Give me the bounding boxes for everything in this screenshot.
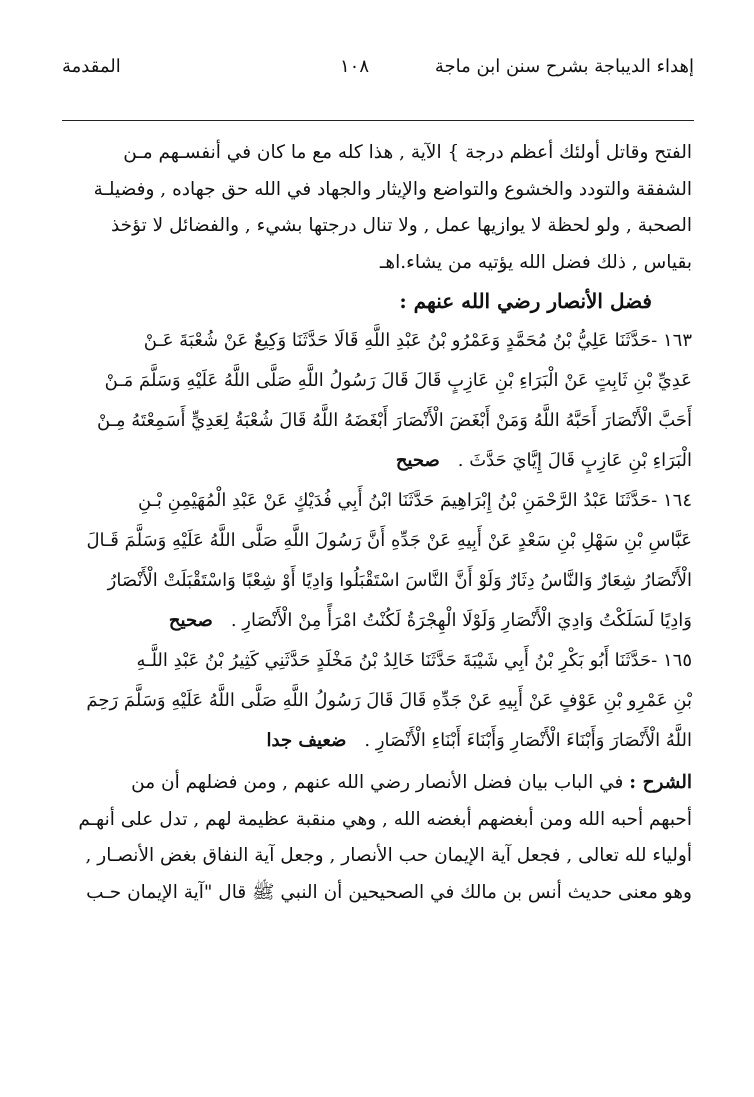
text-line: الصحبة , ولو لحظة لا يوازيها عمل , ولا تنال درجتها بشيء , والفضائل لا تؤخذ <box>110 215 692 236</box>
section-heading: فضل الأنصار رضي الله عنهم : <box>399 289 652 313</box>
hadith-165 <box>60 641 692 761</box>
commentary <box>60 765 692 911</box>
commentary-line: أولياء لله تعالى , فجعل آية الإيمان حب الأنصار , وجعل آية النفاق بغض الأنصـار , <box>85 845 692 866</box>
commentary-line: أحبهم أحبه الله ومن أبغضهم أبغضه الله , وهي منقبة عظيمة لهم , تدل على أنهـم <box>78 808 692 830</box>
hadith-text: الْبَرَاءِ بْنِ عَازِبٍ قَالَ إِيَّايَ حَدَّثَ . <box>457 450 692 471</box>
hadith-line: ١٦٣ -حَدَّثَنَا عَلِيُّ بْنُ مُحَمَّدٍ وَعَمْرُو بْنُ عَبْدِ اللَّهِ قَالَا حَدَّثَنَا وَكِيعٌ عَنْ شُعْبَةَ عَـنْ <box>143 330 692 351</box>
hadith-grade: صحيح <box>168 610 213 631</box>
page-body <box>60 135 692 911</box>
hadith-line <box>60 601 692 641</box>
hadith-line <box>60 441 692 481</box>
hadith-line: ١٦٤ -حَدَّثَنَا عَبْدُ الرَّحْمَنِ بْنُ إِبْرَاهِيمَ حَدَّثَنَا ابْنُ أَبِي فُدَيْكٍ عَنْ عَبْدِ الْمُهَيْمِنِ بْـنِ <box>137 490 692 511</box>
commentary-line <box>60 765 692 802</box>
hadith-line: عَبَّاسِ بْنِ سَهْلِ بْنِ سَعْدٍ عَنْ أَبِيهِ عَنْ جَدِّهِ أَنَّ رَسُولَ اللَّهِ صَلَّى اللَّهُ عَلَيْهِ وَسَلَّمَ قَـالَ <box>86 530 692 551</box>
hadith-line: ١٦٥ -حَدَّثَنَا أَبُو بَكْرِ بْنُ أَبِي شَيْبَةَ حَدَّثَنَا خَالِدُ بْنُ مَخْلَدٍ حَدَّثَنِي كَثِيرُ بْنُ عَبْدِ اللَّـهِ <box>136 650 692 671</box>
hadith-line: أَحَبَّ الْأَنْصَارَ أَحَبَّهُ اللَّهُ وَمَنْ أَبْغَضَ الْأَنْصَارَ أَبْغَضَهُ اللَّهُ قَالَ شُعْبَةُ لِعَدِيٍّ أَسَمِعْتَهُ مِـنْ <box>96 410 692 431</box>
hadith-grade: ضعيف جدا <box>266 730 347 751</box>
hadith-grade: صحيح <box>395 450 440 471</box>
text-line: الشفقة والتودد والخشوع والتواضع والإيثار والجهاد في الله حق جهاده , وفضيلـة <box>93 178 692 200</box>
text-line: الفتح وقاتل أولئك أعظم درجة } الآية , هذا كله مع ما كان في أنفسـهم مـن <box>123 142 692 163</box>
hadith-text: وَادِيًا لَسَلَكْتُ وَادِيَ الْأَنْصَارِ وَلَوْلَا الْهِجْرَةُ لَكُنْتُ امْرَأً مِنْ الْأَنْصَارِ . <box>230 610 692 631</box>
page-header <box>60 56 694 92</box>
hadith-164 <box>60 481 692 641</box>
commentary-line: وهو معنى حديث أنس بن مالك في الصحيحين أن النبي ﷺ قال "آية الإيمان حـب <box>86 881 692 903</box>
page-number: ١٠٨ <box>339 56 369 77</box>
intro-paragraph <box>60 135 692 281</box>
commentary-label: الشرح : <box>629 772 692 793</box>
hadith-line: الْأَنْصَارُ شِعَارٌ وَالنَّاسُ دِثَارٌ وَلَوْ أَنَّ النَّاسَ اسْتَقْبَلُوا وَادِيًا أَوْ شِعْبًا وَاسْتَقْبَلَتْ الْأَنْصَارُ <box>107 570 692 591</box>
hadith-line: عَدِيِّ بْنِ ثَابِتٍ عَنْ الْبَرَاءِ بْنِ عَازِبٍ قَالَ قَالَ رَسُولُ اللَّهِ صَلَّى اللَّهُ عَلَيْهِ وَسَلَّمَ مَـنْ <box>104 370 692 391</box>
text-line: بقياس , ذلك فضل الله يؤتيه من يشاء.اهـ <box>379 251 692 273</box>
book-title: إهداء الديباجة بشرح سنن ابن ماجة <box>434 56 694 77</box>
hadith-163 <box>60 321 692 481</box>
commentary-text: في الباب بيان فضل الأنصار رضي الله عنهم , ومن فضلهم أن من <box>131 772 624 793</box>
hadith-text: اللَّهُ الْأَنْصَارَ وَأَبْنَاءَ الْأَنْصَارِ وَأَبْنَاءَ أَبْنَاءِ الْأَنْصَارِ . <box>364 730 692 751</box>
header-divider <box>62 120 694 121</box>
hadith-line <box>60 721 692 761</box>
section-name: المقدمة <box>62 56 121 77</box>
hadith-line: بْنِ عَمْرِو بْنِ عَوْفٍ عَنْ أَبِيهِ عَنْ جَدِّهِ قَالَ قَالَ رَسُولُ اللَّهِ صَلَّى اللَّهُ عَلَيْهِ وَسَلَّمَ رَحِمَ <box>86 690 692 711</box>
